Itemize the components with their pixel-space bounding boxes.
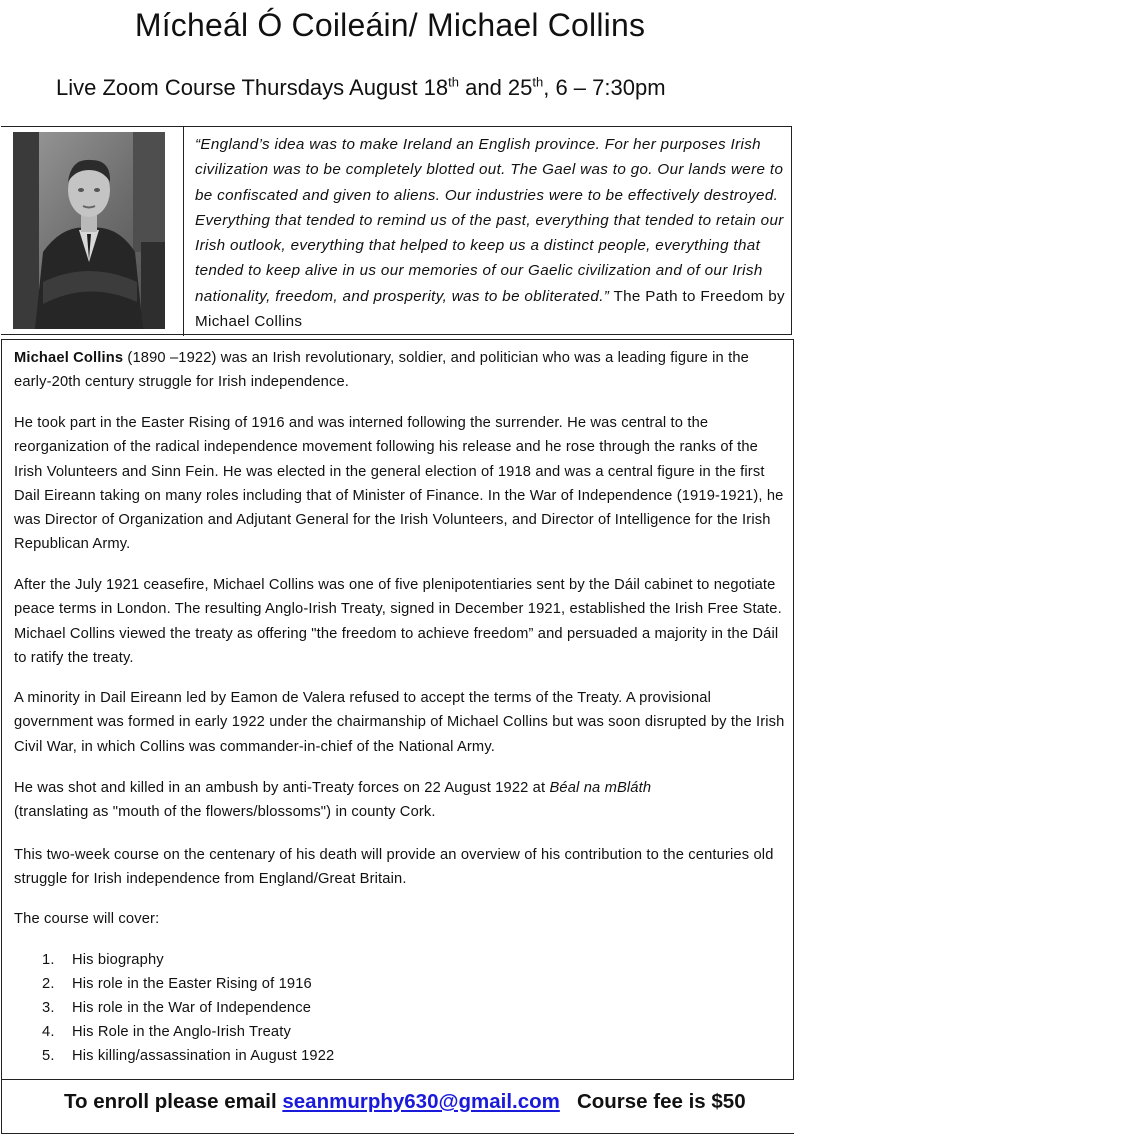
enroll-footer (64, 1088, 746, 1116)
paragraph-death (14, 776, 674, 825)
death-text-b: (translating as "mouth of the flowers/blossoms") in county Cork. (14, 804, 436, 821)
paragraph-treaty: After the July 1921 ceasefire, Michael Collins was one of five plenipotentiaries sent by the Dáil cabinet to negotiate peace terms in London. The resulting Anglo-Irish Treaty, signed in December 1921, established the Irish Free State. Michael Collins viewed the treaty as offering "the freedom to achieve freedom” and persuaded a majority in the Dáil to ratify the treaty. (14, 577, 782, 666)
subtitle-text-c: , 6 – 7:30pm (543, 75, 666, 100)
list-text: His killing/assassination in August 1922 (72, 1048, 335, 1064)
list-item (42, 1044, 334, 1068)
list-text: His role in the War of Independence (72, 1000, 312, 1016)
michael-collins-photo (13, 132, 165, 329)
list-item (42, 1020, 291, 1044)
intro-rest: (1890 –1922) was an Irish revolutionary, soldier, and politician who was a leading figure in the early-20th century struggle for Irish independence. (14, 350, 749, 391)
death-place: Béal na mBláth (549, 780, 652, 796)
paragraph-easter-rising: He took part in the Easter Rising of 1916 and was interned following the surrender. He was central to the reorganization of the radical independence movement following his release and he rose through the ranks of the Irish Volunteers and Sinn Fein. He was elected in the general election of 1918 and was a central figure in the first Dail Eireann taking on many roles including that of Minister of Finance. In the War of Independence (1919-1921), he was Director of Organization and Adjutant General for the Irish Volunteers, and Director of Intelligence for the Irish Republican Army. (14, 415, 784, 553)
list-item (42, 948, 164, 972)
list-text: His Role in the Anglo-Irish Treaty (72, 1024, 291, 1040)
quote-source: The Path to Freedom by Michael Collins (195, 287, 785, 331)
quote-body: “England’s idea was to make Ireland an English province. For her purposes Irish civilization was to be completely blotted out. The Gael was to go. Our lands were to be confiscated and given to aliens. Our industries were to be effectively destroyed. Everything that tended to remind us of the past, everything that tended to retain our Irish outlook, everything that helped to keep us a distinct people, everything that tended to keep alive in us our memories of our Gaelic civilization and of our Irish nationality, freedom, and prosperity, was to be obliterated.” (195, 136, 784, 305)
list-number: 5. (42, 1048, 55, 1064)
footer-border-bottom (1, 1133, 794, 1134)
list-number: 4. (42, 1024, 55, 1040)
photo-cell (1, 126, 184, 336)
list-number: 2. (42, 976, 55, 992)
list-text: His role in the Easter Rising of 1916 (72, 976, 312, 992)
list-item (42, 996, 311, 1020)
paragraph-civil-war: A minority in Dail Eireann led by Eamon de Valera refused to accept the terms of the Treaty. A provisional government was formed in early 1922 under the chairmanship of Michael Collins but was soon disrupted by the Irish Civil War, in which Collins was commander-in-chief of the National Army. (14, 690, 785, 755)
page-title: Mícheál Ó Coileáin/ Michael Collins (134, 7, 646, 43)
death-text-a: He was shot and killed in an ambush by anti-Treaty forces on 22 August 1922 at (14, 780, 550, 796)
footer-border-left (1, 1080, 2, 1134)
paragraph-course-overview: This two-week course on the centenary of his death will provide an overview of his contribution to the centuries old struggle for Irish independence from England/Great Britain. (14, 847, 774, 888)
subtitle-text-b: and 25 (458, 75, 533, 100)
list-number: 1. (42, 952, 55, 968)
subtitle-sup-a: th (448, 74, 459, 90)
course-fee: Course fee is $50 (559, 1090, 746, 1113)
paragraph-course-cover: The course will cover: (14, 911, 160, 927)
subtitle-text-a: Live Zoom Course Thursdays August 18 (56, 75, 449, 100)
paragraph-intro (14, 346, 786, 395)
list-number: 3. (42, 1000, 55, 1016)
intro-name: Michael Collins (14, 350, 124, 366)
portrait-image (13, 132, 165, 329)
collins-quote (195, 132, 785, 334)
enroll-email-link[interactable]: seanmurphy630@gmail.com (282, 1090, 560, 1113)
course-schedule-subtitle (56, 72, 666, 104)
subtitle-sup-b: th (532, 74, 544, 90)
enroll-prefix: To enroll please email (64, 1090, 283, 1113)
list-item (42, 972, 312, 996)
list-text: His biography (72, 952, 164, 968)
